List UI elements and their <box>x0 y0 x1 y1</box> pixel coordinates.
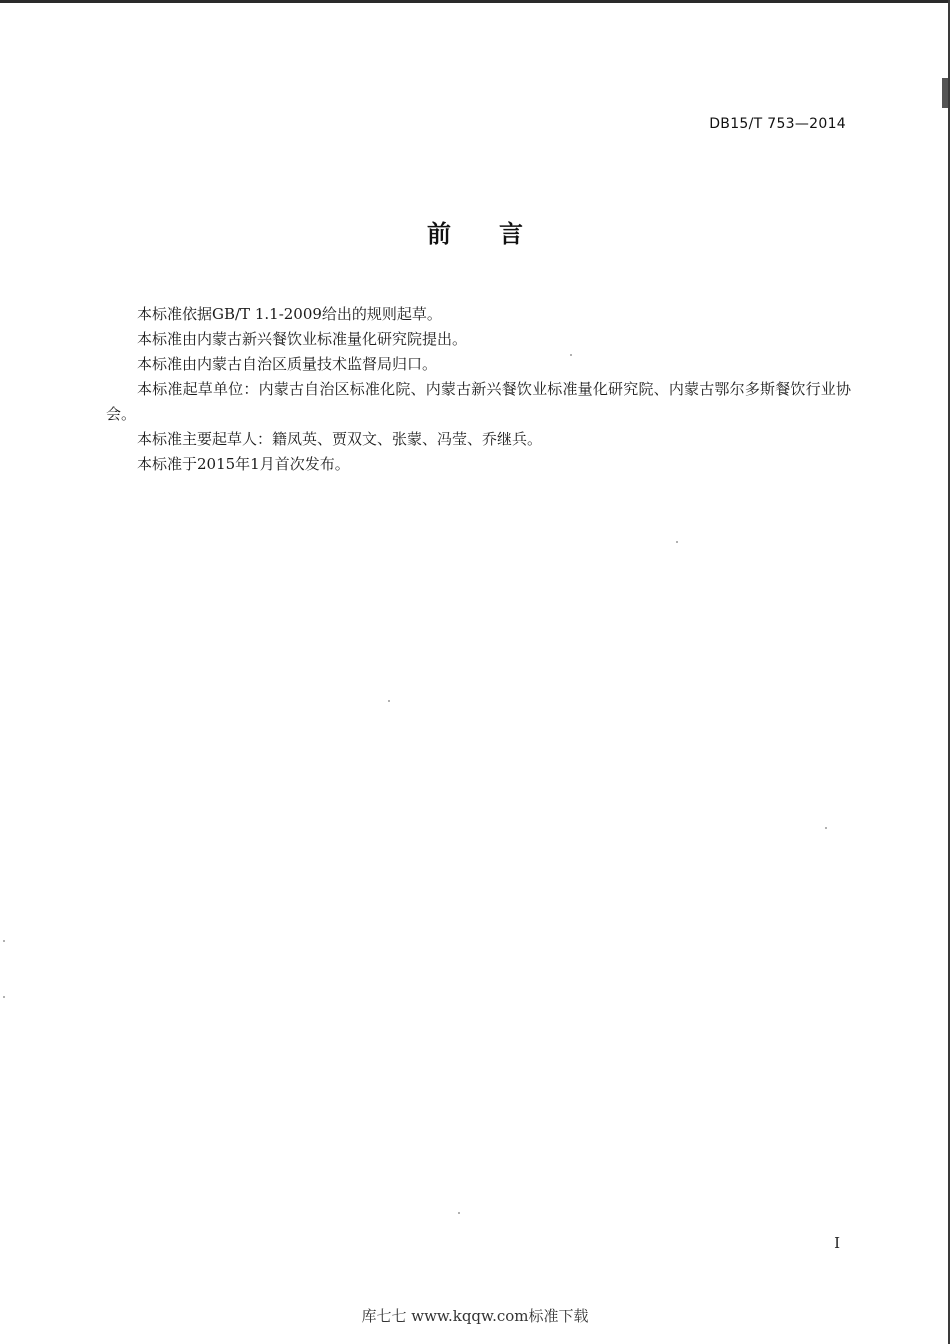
scan-speck <box>458 1212 460 1214</box>
paragraph-drafters: 本标准主要起草人：籍凤英、贾双文、张蒙、冯莹、乔继兵。 <box>137 430 543 448</box>
document-code: DB15/T 753—2014 <box>709 116 846 132</box>
paragraph-proposer: 本标准由内蒙古新兴餐饮业标准量化研究院提出。 <box>137 330 468 348</box>
scan-binding-mark <box>942 78 948 108</box>
foreword-body <box>106 302 851 477</box>
page-number: I <box>834 1234 840 1252</box>
scan-speck <box>570 354 572 356</box>
scan-speck <box>388 700 390 702</box>
scan-speck <box>3 996 5 998</box>
paragraph-drafting-units: 本标准起草单位：内蒙古自治区标准化院、内蒙古新兴餐饮业标准量化研究院、内蒙古鄂尔多斯餐饮行业协会。 <box>106 380 851 423</box>
paragraph-first-release: 本标准于2015年1月首次发布。 <box>137 455 350 473</box>
scan-top-edge <box>0 0 950 3</box>
paragraph-drafting-rules: 本标准依据GB/T 1.1-2009给出的规则起草。 <box>137 305 442 323</box>
scan-speck <box>676 541 678 543</box>
footer-watermark: 库七七 www.kqqw.com标准下载 <box>361 1307 589 1325</box>
paragraph-administrator: 本标准由内蒙古自治区质量技术监督局归口。 <box>137 355 438 373</box>
section-title: 前言 <box>427 220 571 248</box>
scan-speck <box>3 940 5 942</box>
scan-speck <box>825 827 827 829</box>
